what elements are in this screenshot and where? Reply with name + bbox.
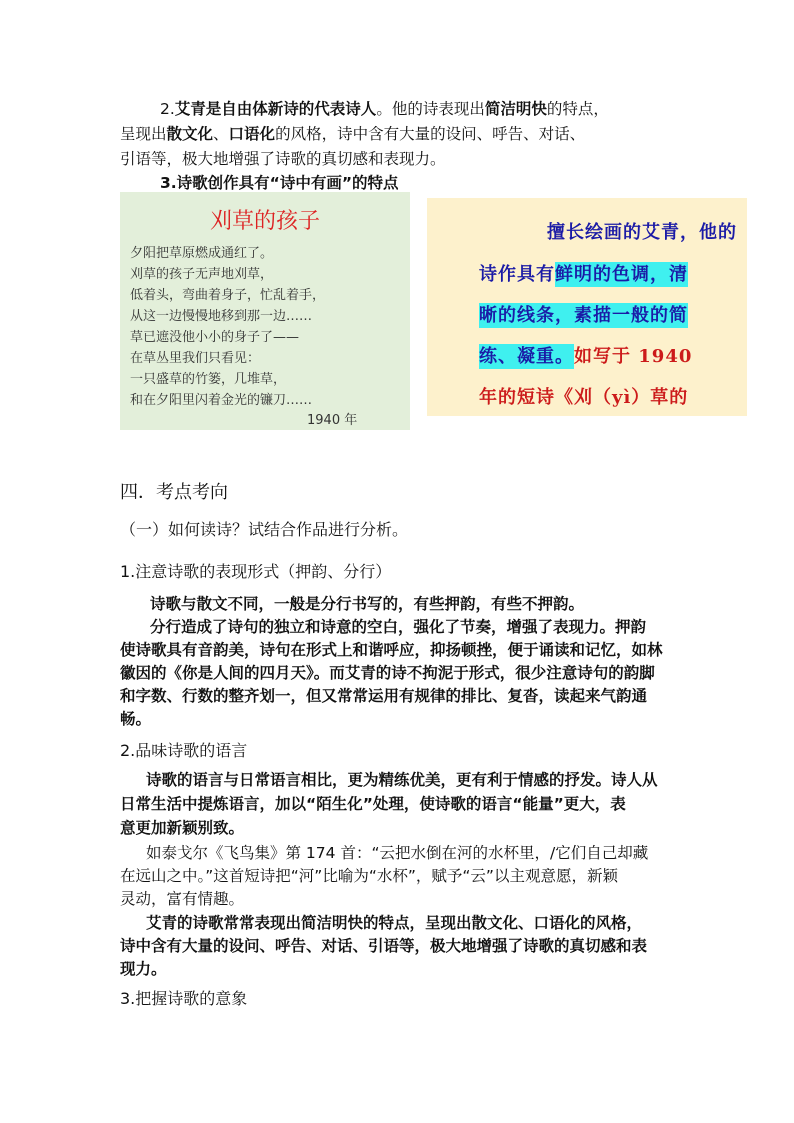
paragraph-line: 现力。 — [120, 960, 167, 978]
poem-line: 一只盛草的竹篓，几堆草， — [130, 372, 287, 387]
paragraph-line: 使诗歌具有音韵美，诗句在形式上和谐呼应，抑扬顿挫，便于诵读和记忆，如林 — [120, 641, 663, 659]
subheading-1: 1.注意诗歌的表现形式（押韵、分行） — [120, 562, 392, 581]
intro-line-2 — [120, 123, 585, 145]
poem-line: 在草丛里我们只看见： — [130, 351, 261, 366]
note-line — [479, 301, 688, 327]
poem-line: 从这一边慢慢地移到那一边…… — [130, 309, 313, 324]
intro-line-1 — [160, 98, 609, 120]
subheading-2: 2.品味诗歌的语言 — [120, 741, 248, 760]
paragraph-line: 灵动，富有情趣。 — [120, 890, 245, 908]
paragraph-line: 诗中含有大量的设问、呼告、对话、引语等，极大地增强了诗歌的真切感和表 — [120, 937, 648, 955]
intro-text: 呈现出 — [120, 125, 167, 143]
note-line: 年的短诗《刈（yì）草的 — [479, 387, 689, 408]
poem-year: 1940 年 — [307, 413, 358, 428]
poem-line: 刈草的孩子无声地刈草， — [130, 267, 274, 282]
question-heading: （一）如何读诗？试结合作品进行分析。 — [120, 520, 409, 539]
poem-line: 低着头，弯曲着身子，忙乱着手， — [130, 288, 326, 303]
note-line — [479, 342, 692, 368]
section-title: 四．考点考向 — [120, 482, 228, 503]
note-text-red: 如写于 1940 — [574, 346, 693, 367]
poem-line: 和在夕阳里闪着金光的镰刀…… — [130, 393, 313, 408]
paragraph-line: 如泰戈尔《飞鸟集》第 174 首：“云把水倒在河的水杯里，/它们自己却藏 — [146, 844, 649, 862]
note-highlight: 晰的线条，素描一般的简 — [479, 305, 688, 326]
note-text: 诗作具有 — [479, 264, 555, 285]
paragraph-line: 分行造成了诗句的独立和诗意的空白，强化了节奏，增强了表现力。押韵 — [150, 618, 647, 636]
note-line — [479, 260, 688, 286]
paragraph-line: 在远山之中。”这首短诗把“河”比喻为“水杯”，赋予“云”以主观意愿，新颖 — [120, 867, 618, 885]
note-highlight: 鲜明的色调，清 — [555, 264, 688, 285]
poem-line: 夕阳把草原燃成通红了。 — [130, 246, 274, 261]
paragraph-line: 艾青的诗歌常常表现出简洁明快的特点，呈现出散文化、口语化的风格， — [146, 914, 643, 932]
paragraph-line: 日常生活中提炼语言，加以“陌生化”处理，使诗歌的语言“能量”更大，表 — [120, 795, 626, 813]
paragraph-line: 畅。 — [120, 710, 152, 728]
poem-box — [120, 192, 410, 430]
intro-text: 的风格，诗中含有大量的设问、呼告、对话、 — [275, 125, 586, 143]
intro-bold-text: 口语化 — [228, 125, 276, 143]
intro-bold-text: 简洁明快 — [484, 100, 547, 118]
intro-point-3: 3.诗歌创作具有“诗中有画”的特点 — [160, 174, 399, 192]
intro-text: 、 — [213, 125, 229, 143]
intro-bold-text: 艾青是自由体新诗的代表诗人 — [174, 100, 377, 118]
paragraph-line: 诗歌的语言与日常语言相比，更为精练优美，更有利于情感的抒发。诗人从 — [146, 771, 658, 789]
poem-line: 草已遮没他小小的身子了—— — [130, 330, 300, 345]
note-line: 擅长绘画的艾青，他的 — [547, 222, 737, 243]
paragraph-line: 徽因的《你是人间的四月天》。而艾青的诗不拘泥于形式，很少注意诗句的韵脚 — [120, 664, 655, 682]
subheading-3: 3.把握诗歌的意象 — [120, 989, 248, 1008]
intro-text: 的特点， — [546, 100, 609, 118]
note-box — [427, 198, 747, 416]
paragraph-line: 诗歌与散文不同，一般是分行书写的，有些押韵，有些不押韵。 — [150, 595, 585, 613]
intro-number: 2. — [160, 100, 175, 118]
poem-title: 刈草的孩子 — [209, 209, 320, 234]
paragraph-line: 意更加新颖别致。 — [120, 819, 245, 837]
note-highlight: 练、凝重。 — [479, 346, 574, 367]
intro-line-3: 引语等，极大地增强了诗歌的真切感和表现力。 — [120, 150, 446, 168]
intro-text: 。他的诗表现出 — [376, 100, 485, 118]
intro-bold-text: 散文化 — [166, 125, 214, 143]
paragraph-line: 和字数、行数的整齐划一，但又常常运用有规律的排比、复沓，读起来气韵通 — [120, 687, 648, 705]
